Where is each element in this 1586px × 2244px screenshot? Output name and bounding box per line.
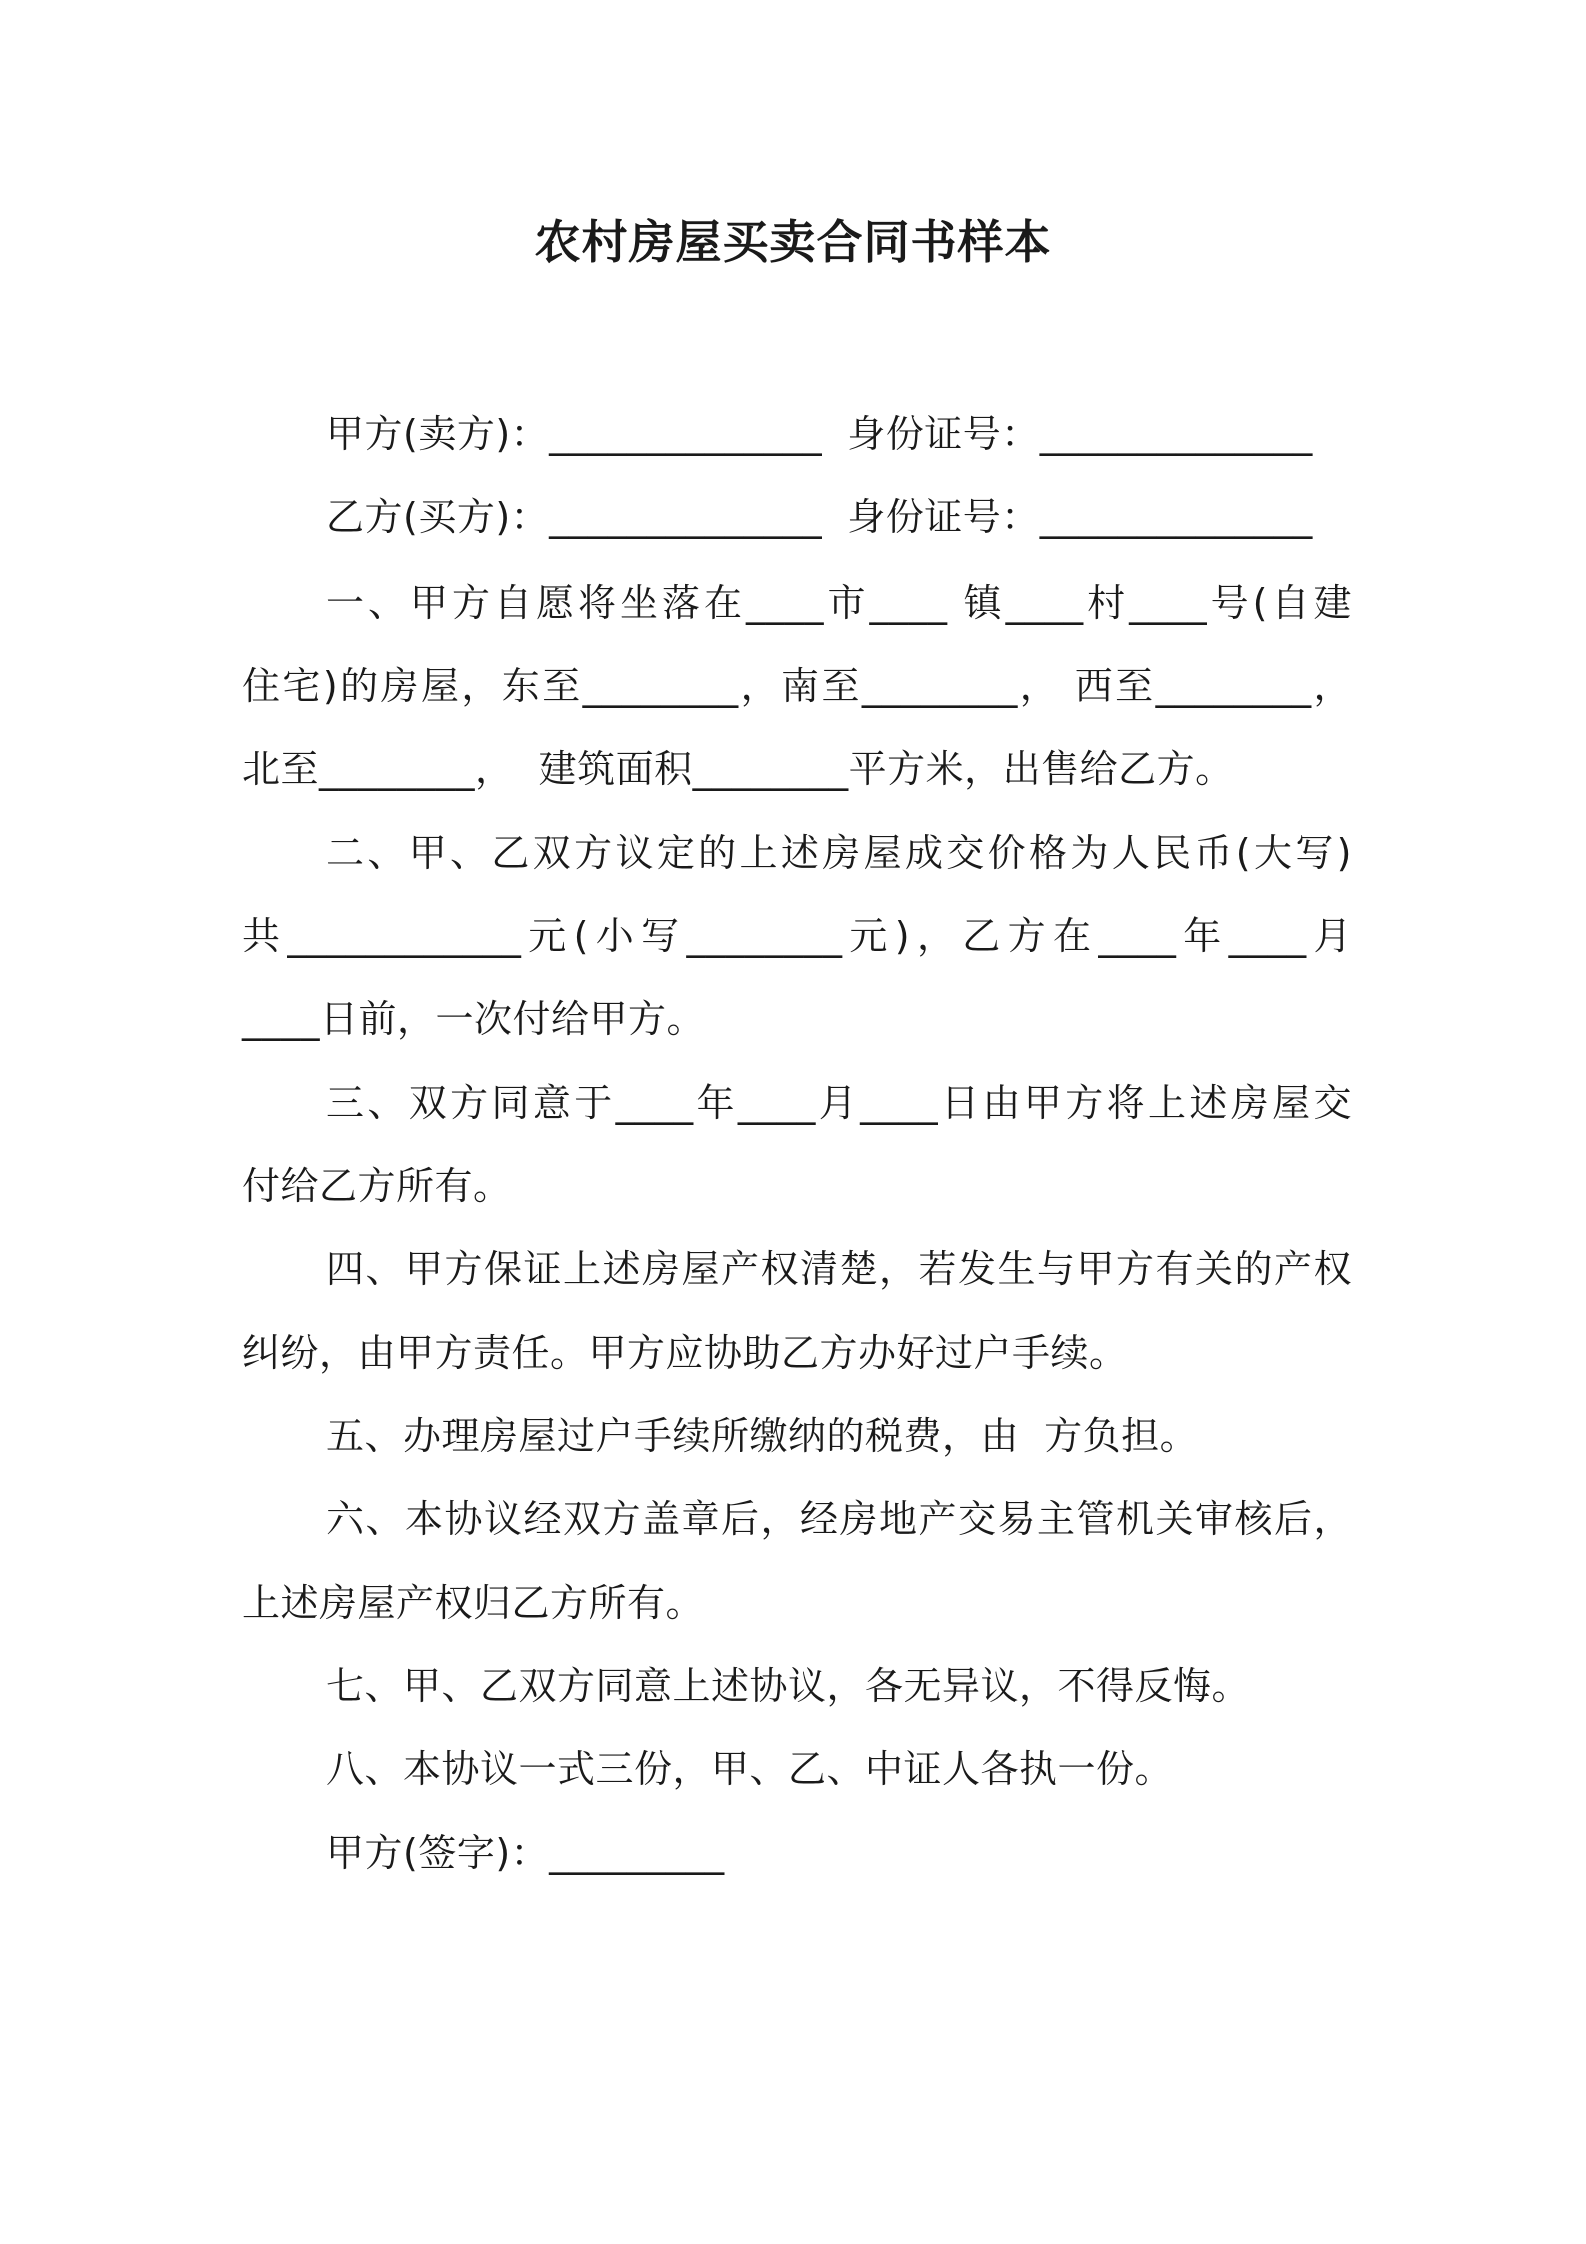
party-b-line: 乙方(买方)：______________ 身份证号：______________ — [326, 495, 1313, 539]
clause-5-line: 五、办理房屋过户手续所缴纳的税费，由 方负担。 — [326, 1414, 1199, 1458]
clause-8-line: 八、本协议一式三份，甲、乙、中证人各执一份。 — [326, 1747, 1174, 1791]
clause-2-line-3: ____日前，一次付给甲方。 — [242, 997, 706, 1041]
clause-1-line-3: 北至________， 建筑面积________平方米，出售给乙方。 — [242, 747, 1234, 791]
party-a-line: 甲方(卖方)：______________ 身份证号：______________ — [326, 412, 1313, 456]
clause-3-line-2: 付给乙方所有。 — [242, 1164, 512, 1208]
clause-6-line-2: 上述房屋产权归乙方所有。 — [242, 1581, 705, 1625]
document-title: 农村房屋买卖合同书样本 — [534, 215, 1052, 269]
clause-2-line-2: 共____________元(小写________元)，乙方在____年____月 — [242, 914, 1352, 958]
clause-1-line-2: 住宅)的房屋，东至________，南至________， 西至________， — [242, 664, 1352, 708]
clause-7-line: 七、甲、乙双方同意上述协议，各无异议，不得反悔。 — [326, 1664, 1251, 1708]
clause-1-line-1: 一、甲方自愿将坐落在____市____ 镇____村____号(自建 — [326, 581, 1352, 625]
clause-2-line-1: 二、甲、乙双方议定的上述房屋成交价格为人民币(大写) — [326, 831, 1352, 875]
clause-3-line-1: 三、双方同意于____年____月____日由甲方将上述房屋交 — [326, 1081, 1352, 1125]
signature-line: 甲方(签字)：_________ — [326, 1831, 725, 1875]
clause-4-line-2: 纠纷，由甲方责任。甲方应协助乙方办好过户手续。 — [242, 1331, 1128, 1375]
clause-6-line-1: 六、本协议经双方盖章后，经房地产交易主管机关审核后， — [326, 1497, 1352, 1541]
clause-4-line-1: 四、甲方保证上述房屋产权清楚，若发生与甲方有关的产权 — [326, 1247, 1352, 1291]
